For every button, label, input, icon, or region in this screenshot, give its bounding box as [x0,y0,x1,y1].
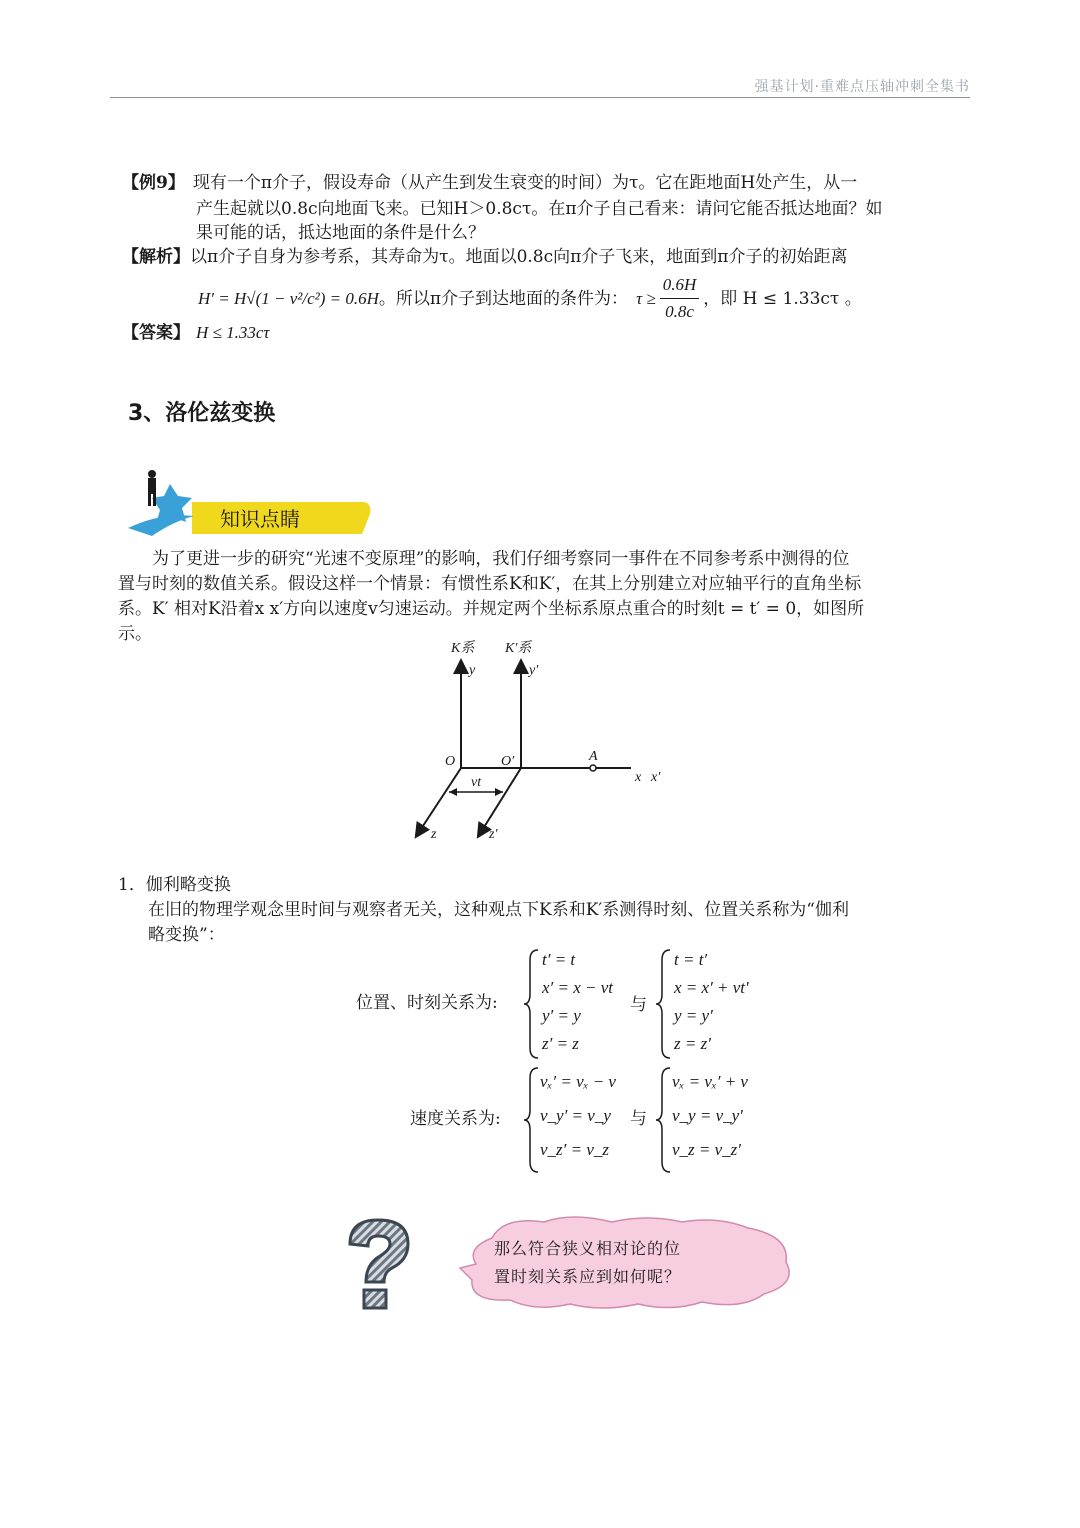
fraction-numerator: 0.6H [660,272,700,299]
galilean-desc-2: 略变换”： [148,925,225,945]
example-line-3: 果可能的话，抵达地面的条件是什么？ [196,223,485,243]
solution-tag: 【解析】 [122,247,190,267]
pos-right-eq-1: t = t′ [674,950,708,969]
solution-line-1: 以π介子自身为参考系，其寿命为τ。地面以0.8c向π介子飞来，地面到π介子的初始距离 [190,247,848,267]
vel-right-eq-2: v_y = v_y′ [672,1106,743,1125]
galilean-heading: 1．伽利略变换 [118,875,231,895]
bubble-line-1: 那么符合狭义相对论的位 [494,1239,682,1258]
answer-value: H ≤ 1.33cτ [196,323,270,342]
kp-z-axis [481,768,521,832]
intro-line-1: 为了更进一步的研究“光速不变原理”的影响，我们仔细考察同一事件在不同参考系中测得的位 [152,549,850,569]
vel-left-eq-2: v_y′ = v_y [540,1106,611,1125]
pos-left-eq-2: x′ = x − vt [542,978,614,997]
k-label: K系 [451,641,475,656]
velocity-left-system [540,1072,616,1174]
op-label: O′ [501,754,515,769]
pos-right-eq-4: z = z′ [674,1034,711,1053]
brace-vel-left [522,1066,540,1174]
solution-formula-row [198,272,862,325]
intro-line-4: 示。 [118,624,152,644]
point-a [590,765,596,771]
pos-right-eq-2: x = x′ + vt′ [674,978,749,997]
inequality-left: τ ≥ [636,288,656,308]
person-silhouette-icon [148,470,156,506]
coordinate-diagram [405,636,685,848]
x-label: x [635,770,642,785]
brace-pos-left [522,948,540,1060]
vel-left-eq-1: vₓ′ = vₓ − v [540,1072,616,1091]
kp-label: K′系 [505,641,532,656]
velocity-right-system [672,1072,748,1174]
example-line-2: 产生起就以0.8c向地面飞来。已知H＞0.8cτ。在π介子自己看来：请问它能否抵达地面？如 [196,199,883,219]
pos-left-eq-4: z′ = z [542,1034,579,1053]
brace-vel-right [654,1066,672,1174]
and-label-1: 与 [630,995,647,1015]
example-tag: 【例9】 [122,173,185,193]
o-label: O [445,754,456,769]
position-label: 位置、时刻关系为: [356,993,498,1013]
brace-pos-right [654,948,672,1060]
a-label: A [589,749,598,764]
velocity-label: 速度关系为: [410,1109,501,1129]
zp-label: z′ [489,827,498,842]
position-right-system [674,950,749,1062]
fraction [660,272,700,325]
thought-bubble [452,1214,802,1310]
example-block [122,170,857,196]
banner-swoosh [128,515,194,536]
pos-left-eq-1: t′ = t [542,950,576,969]
example-line-1: 现有一个π介子，假设寿命（从产生到发生衰变的时间）为τ。它在距地面H处产生，从一 [192,173,858,193]
yp-label: y′ [529,663,539,678]
banner-label: 知识点睛 [220,507,300,531]
z-label: z [431,827,437,842]
solution-mid-text: 。所以π介子到达地面的条件为： [378,288,629,309]
formula-h-prime: H′ = H√(1 − v²/c²) = 0.6H [198,288,379,308]
intro-line-3: 系。K′ 相对K沿着x x′方向以速度v匀速运动。并规定两个坐标系原点重合的时刻t = t′ = 0，如图所 [118,599,865,619]
vel-left-eq-3: v_z′ = v_z [540,1140,610,1159]
y-label: y [469,663,476,678]
pos-right-eq-3: y = y′ [674,1006,713,1025]
and-label-2: 与 [630,1109,647,1129]
question-mark-icon [336,1214,426,1314]
solution-block [122,244,847,270]
pos-left-eq-3: y′ = y [542,1006,581,1025]
answer-block [122,320,270,346]
fraction-denominator: 0.8c [665,302,694,321]
section-title: 3、洛伦兹变换 [128,401,276,426]
solution-tail: ，即 H ≤ 1.33cτ 。 [703,288,862,309]
k-z-axis [419,768,461,832]
xp-label: x′ [651,770,661,785]
answer-tag: 【答案】 [122,323,190,343]
vel-right-eq-3: v_z = v_z′ [672,1140,742,1159]
galilean-desc-1: 在旧的物理学观念里时间与观察者无关，这种观点下K系和K′系测得时刻、位置关系称为“伽利 [148,900,849,920]
header-divider [110,97,970,98]
vel-right-eq-1: vₓ = vₓ′ + v [672,1072,748,1091]
intro-line-2: 置与时刻的数值关系。假设这样一个情景：有惯性系K和K′，在其上分别建立对应轴平行的直角坐标 [118,574,862,594]
vt-label: vt [471,775,482,790]
banner-graphic [122,466,372,544]
position-left-system [542,950,613,1062]
header-title: 强基计划·重难点压轴冲刺全集书 [754,79,970,95]
bubble-line-2: 置时刻关系应到如何呢？ [494,1267,682,1286]
